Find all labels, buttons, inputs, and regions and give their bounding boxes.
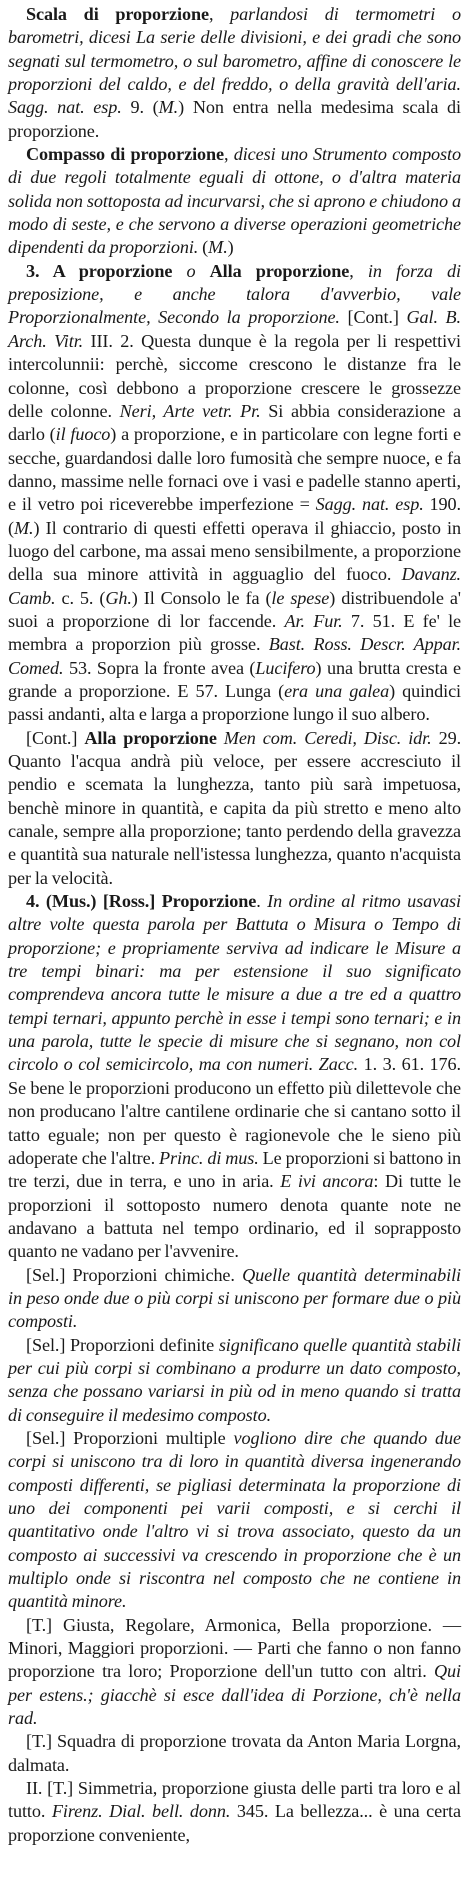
italic-text: era una galea — [284, 680, 390, 701]
entry-text: , — [224, 144, 234, 165]
headword: Proporzione — [161, 891, 257, 912]
italic-text: M. — [13, 517, 34, 538]
entry-text: ) a proporzione, e in particolare con legne forti e secche, guardandosi dalle loro fumosità che sempre nuoce, e fa danno, massime nelle fornaci ove i vasi e padelle stanno aperti, e il vetro poi riceverebbe imperfezione = — [8, 424, 462, 515]
entry-text: 9. ( — [121, 97, 159, 118]
entry-text: [Sel.] Proporzioni chimiche. — [26, 1264, 243, 1285]
dictionary-entry — [8, 727, 461, 890]
italic-text: o — [172, 260, 210, 281]
italic-text: Princ. di mus. — [159, 1147, 259, 1168]
italic-text: il fuoco — [55, 424, 111, 445]
headword: 4. (Mus.) [Ross.] — [26, 891, 162, 912]
entry-text: : Di tutte le proporzioni il sottoposto numero denota quante note ne andavano a battuta nel tempo ordinario, ed il soprapposto quanto ne vadano per l'avvenire. — [8, 1171, 461, 1262]
italic-text: Gh. — [105, 587, 132, 608]
entry-text: Le proporzioni si battono in tre terzi, due in terra, e uno in aria. — [8, 1147, 461, 1192]
italic-text: Qui per estens.; giacchè si esce dall'idea di Porzione, ch'è nella rad. — [8, 1661, 461, 1729]
italic-text: M. — [158, 97, 179, 118]
entry-text: [Sel.] Proporzioni definite — [26, 1334, 219, 1355]
entry-text: 53. Sopra la fronte avea ( — [63, 657, 256, 678]
italic-text: in forza di preposizione, e anche talora d'avverbio, vale Proporzionalmente, Secondo la proporzione. — [8, 260, 461, 328]
dictionary-entry — [8, 1777, 461, 1847]
italic-text: Quelle quantità determinabili in peso onde due o più corpi si uniscono per formare due o più composti. — [8, 1264, 461, 1332]
italic-text: Ar. Fur. — [284, 610, 343, 631]
italic-text: Men com. Ceredi, Disc. idr. — [223, 727, 432, 748]
dictionary-entry — [8, 1427, 461, 1614]
italic-text: le spese — [271, 587, 330, 608]
italic-text: parlandosi di termometri o barometri, dicesi La serie delle divisioni, e dei gradi che sono segnati sul termometro, o sul barometro, affine di conoscere le proporzioni del caldo, e del freddo, o della gravità dell'aria. Sagg. nat. esp. — [8, 4, 461, 118]
entry-text: ) Il contrario di questi effetti operava il ghiaccio, posto in luogo del carbone, ma assai meno sensibilmente, a proporzione della sua minore attività in agguaglio del fuoco. — [8, 517, 461, 585]
entry-text: [T.] Giusta, Regolare, Armonica, Bella proporzione. — Minori, Maggiori proporzioni. — Parti che fanno o non fanno proporzione tra loro; Proporzione dell'un tutto con altri. — [8, 1614, 461, 1682]
italic-text: Bast. Ross. Descr. Appar. Comed. — [8, 634, 462, 678]
entry-text: [T.] Squadra di proporzione trovata da Anton Maria Lorgna, dalmata. — [8, 1731, 461, 1775]
entry-text: 29. Quanto l'acqua andrà più veloce, per essere accresciuto il pendio e scemata la lunghezza, tanto più sarà impetuosa, benchè minore in quantità, e capita da più stretto e meno alto canale, sempre alla proporzione; tanto perdendo della gravezza e quantità sua naturale nell'istessa lunghezza, quanto n'acquista per la velocità. — [8, 727, 462, 888]
italic-text: Lucifero — [255, 657, 316, 678]
entry-text: [Sel.] Proporzioni multiple — [26, 1427, 234, 1448]
entry-text: ) Non entra nella medesima scala di proporzione. — [8, 97, 461, 141]
italic-text: M. — [208, 237, 228, 258]
headword: Scala di proporzione — [26, 4, 209, 24]
dictionary-entry — [8, 3, 461, 143]
entry-text: Si abbia considerazione a darlo ( — [8, 400, 461, 445]
entry-text: ( — [198, 237, 209, 258]
entry-text: ) — [227, 237, 234, 258]
entry-text: ) Il Consolo le fa ( — [131, 587, 272, 608]
italic-text: E ivi ancora — [280, 1171, 374, 1192]
entry-text: , — [349, 260, 368, 281]
entry-text: 190. ( — [8, 494, 461, 538]
italic-text: In ordine al ritmo usavasi altre volte questa parola per Battuta o Misura o Tempo di proporzione; e propriamente serviva ad indicare le Misure a tre tempi binari: ma per estensione il suo significato comprendeva ancora tutte le misure a due a tre ed a quattro tempi ternari, appunto perchè in esse i tempi sono ternari; e in una parola, tutte le specie di misure che si segnano, non col circolo o col semicircolo, ma con numeri. Zacc. — [8, 891, 461, 1075]
italic-text: Neri, Arte vetr. Pr. — [119, 400, 261, 421]
entry-text: 1. 3. 61. 176. Se bene le proporzioni producono un effetto più dilettevole che non producano l'altre cantilene ordinarie che si cantano sotto il tatto eguale; non per questo è ragionevole che le sieno più adoperate che l'altre. — [8, 1054, 461, 1168]
dictionary-entry — [8, 260, 461, 727]
entry-text: c. 5. ( — [55, 587, 106, 608]
entry-text — [217, 728, 224, 748]
headword: 3. A proporzione — [26, 260, 173, 281]
entry-list — [8, 3, 461, 1847]
dictionary-entry — [8, 1614, 461, 1731]
italic-text: Firenz. Dial. bell. donn. — [51, 1801, 231, 1822]
entry-text: , — [208, 4, 231, 24]
dictionary-entry — [8, 1264, 461, 1334]
entry-text: ) distribuendole a' suoi a proporzione di lor faccende. — [8, 587, 461, 631]
dictionary-entry — [8, 1730, 461, 1777]
italic-text: Sagg. nat. esp. — [315, 494, 424, 515]
entry-text: [Cont.] — [339, 307, 407, 328]
headword: Alla proporzione — [209, 260, 350, 281]
entry-text: 345. La bellezza... è una certa proporzione conveniente, — [8, 1801, 461, 1845]
headword: Alla proporzione — [84, 727, 217, 748]
headword: Compasso di proporzione — [26, 144, 225, 165]
italic-text: Davanz. Camb. — [8, 564, 461, 608]
italic-text: vogliono dire che quando due corpi si uniscono tra di loro in quantità diversa ingenerando composti differenti, se pigliasi determinata la proporzione di uno dei componenti pei varii composti, e si cerchi il quantitativo onde l'altro vi si trova associato, questo da un composto ai successivi va crescendo in proporzione che è un multiplo onde si riscontra nel composto che ne contiene in quantità minore. — [8, 1427, 461, 1612]
italic-text: significano quelle quantità stabili per cui più corpi si combinano a produrre un dato composto, senza che possano variarsi in più od in meno quando si tratta di conseguire il medesimo composto. — [8, 1334, 461, 1425]
entry-text: 7. 51. E fe' le membra a proporzion più grosse. — [8, 610, 462, 655]
dictionary-entry — [8, 1334, 461, 1427]
entry-text: ) una brutta cresta e grande a proporzione. E 57. Lunga ( — [8, 657, 462, 701]
italic-text: dicesi uno Strumento composto di due regoli totalmente eguali di ottone, o d'altra materia solida non sottoposta ad incurvarsi, che si aprono e chiudono a modo di seste, e che servono a diverse operazioni geometriche dipendenti da proporzioni. — [8, 144, 461, 258]
dictionary-entry — [8, 890, 461, 1264]
entry-text: ) quindici passi andanti, alta e larga a proporzione lungo il suo albero. — [8, 680, 461, 725]
dictionary-entry — [8, 143, 461, 260]
entry-text: [Cont.] — [26, 727, 85, 748]
entry-text: III. 2. Questa dunque è la regola per li respettivi intercolunnii: perchè, siccome crescono le distanze fra le colonne, così debbono a proporzione crescere le grossezze delle colonne. — [8, 330, 461, 421]
entry-text: II. [T.] Simmetria, proporzione giusta delle parti tra loro e al tutto. — [8, 1778, 461, 1822]
italic-text: Gal. B. Arch. Vitr. — [8, 307, 461, 351]
entry-text: . — [256, 891, 268, 912]
